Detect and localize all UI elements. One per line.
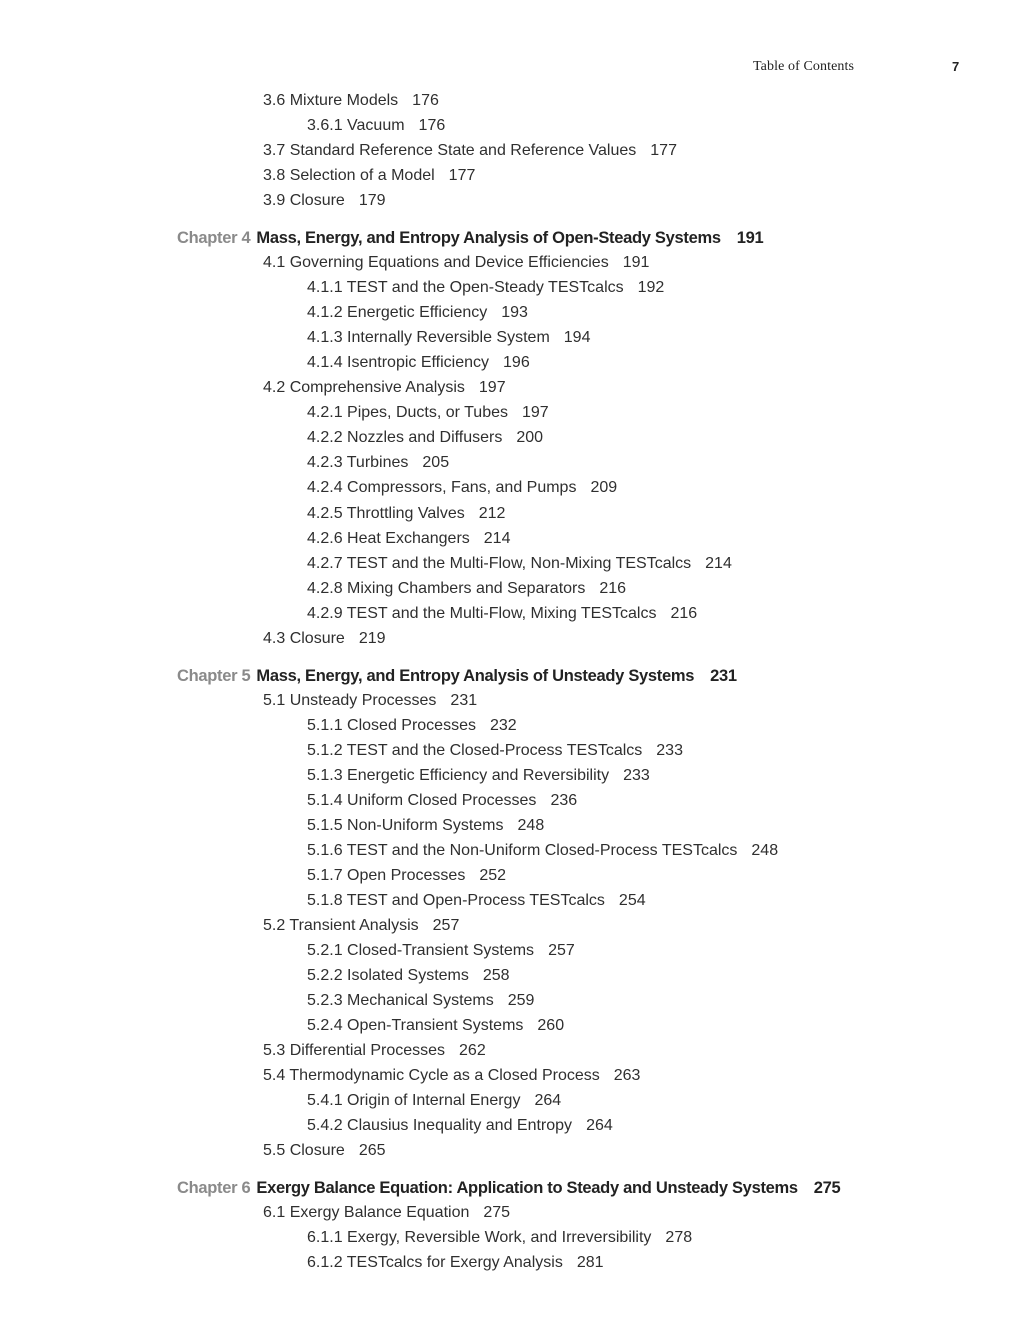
entry-label: 5.1.6 TEST and the Non-Uniform Closed-Process TESTcalcs xyxy=(307,842,738,859)
entry-page: 205 xyxy=(422,454,450,471)
entry-page: 216 xyxy=(670,605,698,622)
toc-entry-4-1 xyxy=(263,253,649,273)
toc-entry-5-1 xyxy=(263,691,477,711)
entry-page: 176 xyxy=(412,92,439,109)
toc-entry-4-2-1 xyxy=(307,403,549,423)
toc-entry-5-1-7 xyxy=(307,866,506,886)
toc-entry-4-1-2 xyxy=(307,303,528,323)
entry-page: 231 xyxy=(450,692,478,709)
entry-page: 265 xyxy=(358,1142,386,1159)
entry-label: 4.1.3 Internally Reversible System xyxy=(307,329,550,346)
entry-label: 6.1.1 Exergy, Reversible Work, and Irreversibility xyxy=(307,1229,652,1246)
entry-page: 264 xyxy=(534,1092,562,1109)
toc-entry-5-1-5 xyxy=(307,816,544,836)
chapter-title: Mass, Energy, and Entropy Analysis of Unsteady Systems xyxy=(256,667,695,685)
chapter-6-heading xyxy=(177,1178,840,1198)
toc-entry-4-2-4 xyxy=(307,478,617,498)
toc-entry-5-1-3 xyxy=(307,766,650,786)
entry-page: 196 xyxy=(503,354,530,371)
toc-entry-6-1 xyxy=(263,1203,510,1223)
entry-label: 4.2.2 Nozzles and Diffusers xyxy=(307,429,503,446)
entry-label: 5.1.4 Uniform Closed Processes xyxy=(307,792,537,809)
entry-label: 3.7 Standard Reference State and Reference Values xyxy=(263,142,637,159)
toc-entry-5-1-1 xyxy=(307,716,517,736)
entry-label: 6.1.2 TESTcalcs for Exergy Analysis xyxy=(307,1254,563,1271)
entry-page: 262 xyxy=(459,1042,486,1059)
toc-entry-3-8 xyxy=(263,166,475,186)
toc-entry-5-2-4 xyxy=(307,1016,564,1036)
entry-label: 5.4.1 Origin of Internal Energy xyxy=(307,1092,521,1109)
entry-page: 209 xyxy=(590,479,618,496)
toc-entry-4-2 xyxy=(263,378,506,398)
entry-label: 4.1.1 TEST and the Open-Steady TESTcalcs xyxy=(307,279,624,296)
toc-entry-5-3 xyxy=(263,1041,486,1061)
toc-entry-6-1-1 xyxy=(307,1228,692,1248)
entry-page: 193 xyxy=(501,304,528,321)
entry-page: 252 xyxy=(479,867,507,884)
chapter-page: 191 xyxy=(736,229,764,247)
entry-label: 4.2.6 Heat Exchangers xyxy=(307,530,470,547)
toc-entry-3-6-1 xyxy=(307,116,445,136)
entry-page: 212 xyxy=(478,505,506,522)
entry-page: 232 xyxy=(489,717,517,734)
entry-page: 233 xyxy=(656,742,683,759)
entry-page: 281 xyxy=(576,1254,604,1271)
page-number: 7 xyxy=(952,59,960,74)
entry-label: 5.1.2 TEST and the Closed-Process TESTcalcs xyxy=(307,742,643,759)
entry-label: 4.2.3 Turbines xyxy=(307,454,409,471)
toc-entry-5-2-3 xyxy=(307,991,534,1011)
toc-entry-3-6 xyxy=(263,91,439,111)
entry-label: 5.4.2 Clausius Inequality and Entropy xyxy=(307,1117,573,1134)
entry-label: 3.6.1 Vacuum xyxy=(307,117,405,134)
entry-label: 3.9 Closure xyxy=(263,192,345,209)
toc-entry-5-2-2 xyxy=(307,966,510,986)
entry-page: 248 xyxy=(751,842,779,859)
toc-entry-3-9 xyxy=(263,191,386,211)
entry-page: 233 xyxy=(623,767,650,784)
chapter-page: 275 xyxy=(813,1179,841,1197)
toc-entry-5-1-4 xyxy=(307,791,577,811)
entry-label: 4.2.1 Pipes, Ducts, or Tubes xyxy=(307,404,508,421)
entry-page: 192 xyxy=(637,279,665,296)
entry-label: 4.1.2 Energetic Efficiency xyxy=(307,304,488,321)
entry-page: 278 xyxy=(665,1229,693,1246)
entry-label: 3.6 Mixture Models xyxy=(263,92,399,109)
entry-page: 179 xyxy=(358,192,386,209)
entry-page: 194 xyxy=(563,329,591,346)
toc-entry-5-1-8 xyxy=(307,891,646,911)
entry-page: 191 xyxy=(622,254,650,271)
entry-page: 216 xyxy=(599,580,627,597)
chapter-title: Exergy Balance Equation: Application to Steady and Unsteady Systems xyxy=(256,1179,798,1197)
toc-entry-4-2-8 xyxy=(307,579,626,599)
entry-page: 254 xyxy=(618,892,646,909)
entry-page: 260 xyxy=(537,1017,565,1034)
entry-label: 5.2.2 Isolated Systems xyxy=(307,967,469,984)
entry-label: 4.1 Governing Equations and Device Efficiencies xyxy=(263,254,609,271)
entry-label: 6.1 Exergy Balance Equation xyxy=(263,1204,470,1221)
entry-page: 219 xyxy=(358,630,386,647)
toc-entry-4-2-6 xyxy=(307,529,510,549)
entry-page: 177 xyxy=(448,167,476,184)
toc-entry-4-1-4 xyxy=(307,353,530,373)
toc-entry-4-2-5 xyxy=(307,504,505,524)
entry-label: 4.2.5 Throttling Valves xyxy=(307,505,465,522)
toc-entry-4-2-2 xyxy=(307,428,543,448)
entry-label: 5.1.5 Non-Uniform Systems xyxy=(307,817,504,834)
entry-label: 5.1.7 Open Processes xyxy=(307,867,466,884)
entry-page: 236 xyxy=(550,792,578,809)
entry-page: 214 xyxy=(483,530,511,547)
entry-label: 4.2.7 TEST and the Multi-Flow, Non-Mixing TESTcalcs xyxy=(307,555,692,572)
entry-label: 5.2.3 Mechanical Systems xyxy=(307,992,494,1009)
entry-page: 257 xyxy=(432,917,460,934)
toc-entry-5-1-2 xyxy=(307,741,683,761)
chapter-5-heading xyxy=(177,666,737,686)
entry-page: 177 xyxy=(650,142,677,159)
entry-label: 5.1.8 TEST and Open-Process TESTcalcs xyxy=(307,892,605,909)
toc-entry-5-4-1 xyxy=(307,1091,561,1111)
chapter-title: Mass, Energy, and Entropy Analysis of Open-Steady Systems xyxy=(256,229,721,247)
entry-label: 4.2.9 TEST and the Multi-Flow, Mixing TESTcalcs xyxy=(307,605,657,622)
entry-label: 5.5 Closure xyxy=(263,1142,345,1159)
entry-label: 4.2 Comprehensive Analysis xyxy=(263,379,465,396)
toc-entry-5-1-6 xyxy=(307,841,778,861)
entry-page: 197 xyxy=(478,379,506,396)
entry-page: 214 xyxy=(705,555,732,572)
entry-page: 248 xyxy=(517,817,545,834)
toc-entry-4-2-9 xyxy=(307,604,697,624)
chapter-page: 231 xyxy=(710,667,737,685)
toc-entry-5-4 xyxy=(263,1066,640,1086)
entry-label: 5.1.3 Energetic Efficiency and Reversibility xyxy=(307,767,610,784)
toc-entry-5-4-2 xyxy=(307,1116,613,1136)
entry-label: 5.1.1 Closed Processes xyxy=(307,717,476,734)
entry-page: 200 xyxy=(516,429,544,446)
entry-label: 5.1 Unsteady Processes xyxy=(263,692,437,709)
entry-label: 4.2.4 Compressors, Fans, and Pumps xyxy=(307,479,577,496)
entry-page: 264 xyxy=(586,1117,613,1134)
entry-label: 3.8 Selection of a Model xyxy=(263,167,435,184)
entry-label: 5.2.4 Open-Transient Systems xyxy=(307,1017,524,1034)
entry-label: 4.2.8 Mixing Chambers and Separators xyxy=(307,580,586,597)
entry-label: 5.2.1 Closed-Transient Systems xyxy=(307,942,535,959)
entry-label: 4.1.4 Isentropic Efficiency xyxy=(307,354,490,371)
chapter-label: Chapter 5 xyxy=(177,667,251,685)
entry-page: 197 xyxy=(522,404,549,421)
entry-label: 4.3 Closure xyxy=(263,630,345,647)
toc-entry-3-7 xyxy=(263,141,677,161)
entry-page: 259 xyxy=(507,992,535,1009)
entry-page: 263 xyxy=(613,1067,641,1084)
entry-label: 5.3 Differential Processes xyxy=(263,1042,446,1059)
entry-page: 258 xyxy=(482,967,510,984)
entry-label: 5.4 Thermodynamic Cycle as a Closed Process xyxy=(263,1067,600,1084)
toc-entry-4-2-7 xyxy=(307,554,732,574)
toc-entry-4-2-3 xyxy=(307,453,449,473)
toc-entry-6-1-2 xyxy=(307,1253,604,1273)
toc-entry-4-1-3 xyxy=(307,328,590,348)
toc-entry-4-3 xyxy=(263,629,386,649)
chapter-label: Chapter 4 xyxy=(177,229,251,247)
toc-entry-5-2-1 xyxy=(307,941,575,961)
running-title: Table of Contents xyxy=(753,59,855,74)
toc-entry-5-5 xyxy=(263,1141,386,1161)
entry-page: 176 xyxy=(418,117,446,134)
entry-label: 5.2 Transient Analysis xyxy=(263,917,419,934)
entry-page: 275 xyxy=(483,1204,511,1221)
toc-entry-4-1-1 xyxy=(307,278,664,298)
toc-entry-5-2 xyxy=(263,916,459,936)
entry-page: 257 xyxy=(548,942,575,959)
chapter-4-heading xyxy=(177,228,763,248)
chapter-label: Chapter 6 xyxy=(177,1179,251,1197)
